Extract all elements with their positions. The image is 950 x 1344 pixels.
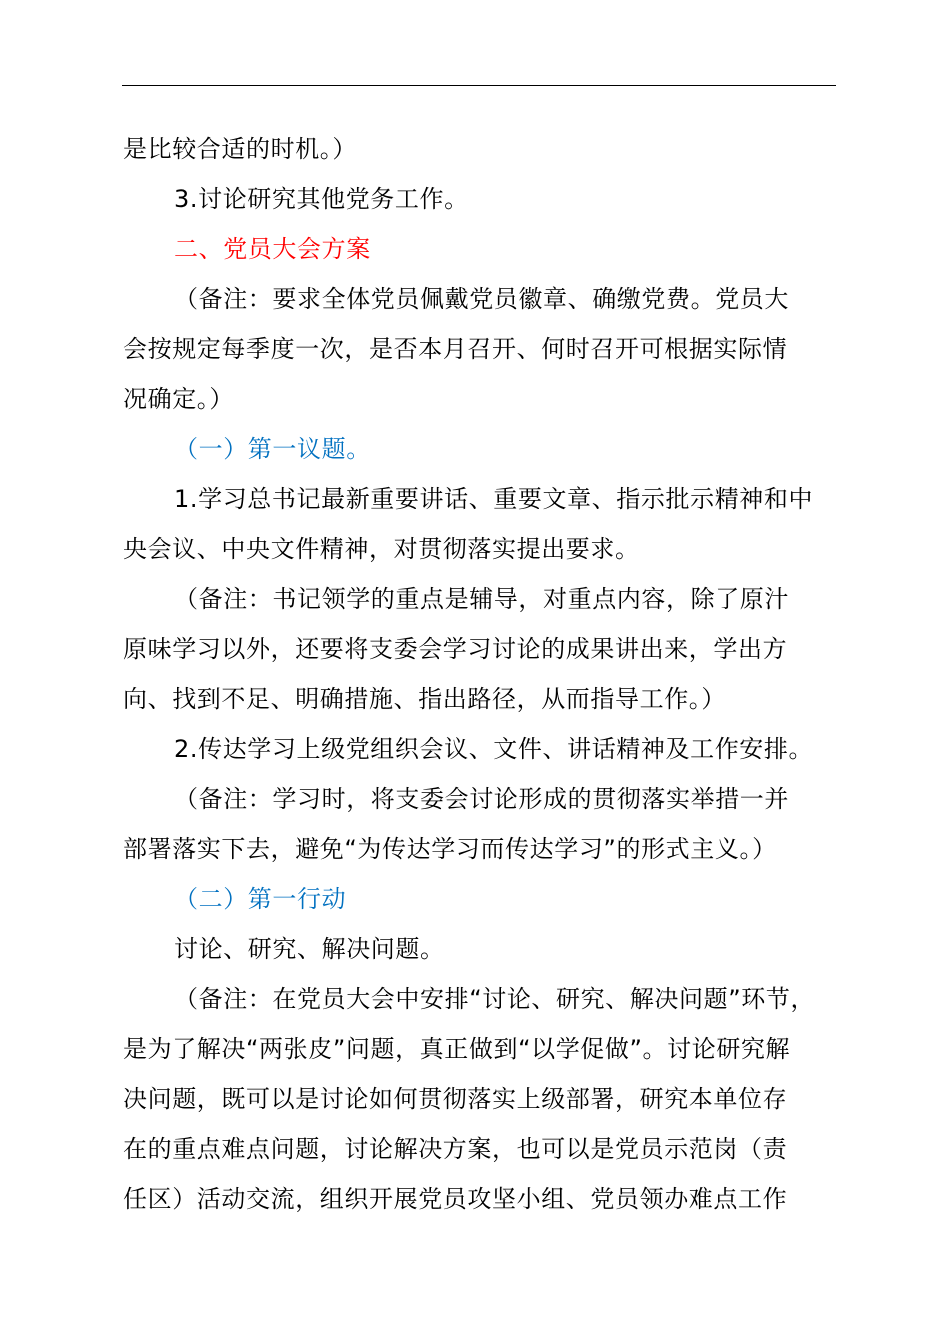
paragraph-line: 讨论、研究、解决问题。	[174, 935, 445, 963]
document-body	[123, 124, 839, 1224]
note-line: （备注：书记领学的重点是辅导，对重点内容，除了原汁	[174, 585, 789, 613]
note-line: 部署落实下去，避免“为传达学习而传达学习”的形式主义。）	[123, 835, 777, 863]
note-line: （备注：学习时，将支委会讨论形成的贯彻落实举措一并	[174, 785, 789, 813]
paragraph-line: 是比较合适的时机。）	[123, 135, 357, 163]
subsection-heading: （一）第一议题。	[174, 435, 371, 463]
note-line: 是为了解决“两张皮”问题，真正做到“以学促做”。讨论研究解	[123, 1035, 791, 1063]
note-line: （备注：要求全体党员佩戴党员徽章、确缴党费。党员大	[174, 285, 789, 313]
list-item-1: 1.学习总书记最新重要讲话、重要文章、指示批示精神和中	[174, 485, 814, 513]
paragraph-line: 央会议、中央文件精神，对贯彻落实提出要求。	[123, 535, 640, 563]
note-line: 任区）活动交流，组织开展党员攻坚小组、党员领办难点工作	[123, 1185, 788, 1213]
list-item-3: 3.讨论研究其他党务工作。	[174, 185, 469, 213]
note-line: 向、找到不足、明确措施、指出路径，从而指导工作。）	[123, 685, 726, 713]
list-item-2: 2.传达学习上级党组织会议、文件、讲话精神及工作安排。	[174, 735, 814, 763]
note-line: 会按规定每季度一次，是否本月召开、何时召开可根据实际情	[123, 335, 788, 363]
note-line: （备注：在党员大会中安排“讨论、研究、解决问题”环节，	[174, 985, 816, 1013]
note-line: 决问题，既可以是讨论如何贯彻落实上级部署，研究本单位存	[123, 1085, 788, 1113]
note-line: 原味学习以外，还要将支委会学习讨论的成果讲出来，学出方	[123, 635, 788, 663]
note-line: 在的重点难点问题，讨论解决方案，也可以是党员示范岗（责	[123, 1135, 788, 1163]
section-heading: 二、党员大会方案	[174, 235, 371, 263]
header-rule	[122, 85, 836, 86]
note-line: 况确定。）	[123, 385, 234, 413]
subsection-heading: （二）第一行动	[174, 885, 347, 913]
